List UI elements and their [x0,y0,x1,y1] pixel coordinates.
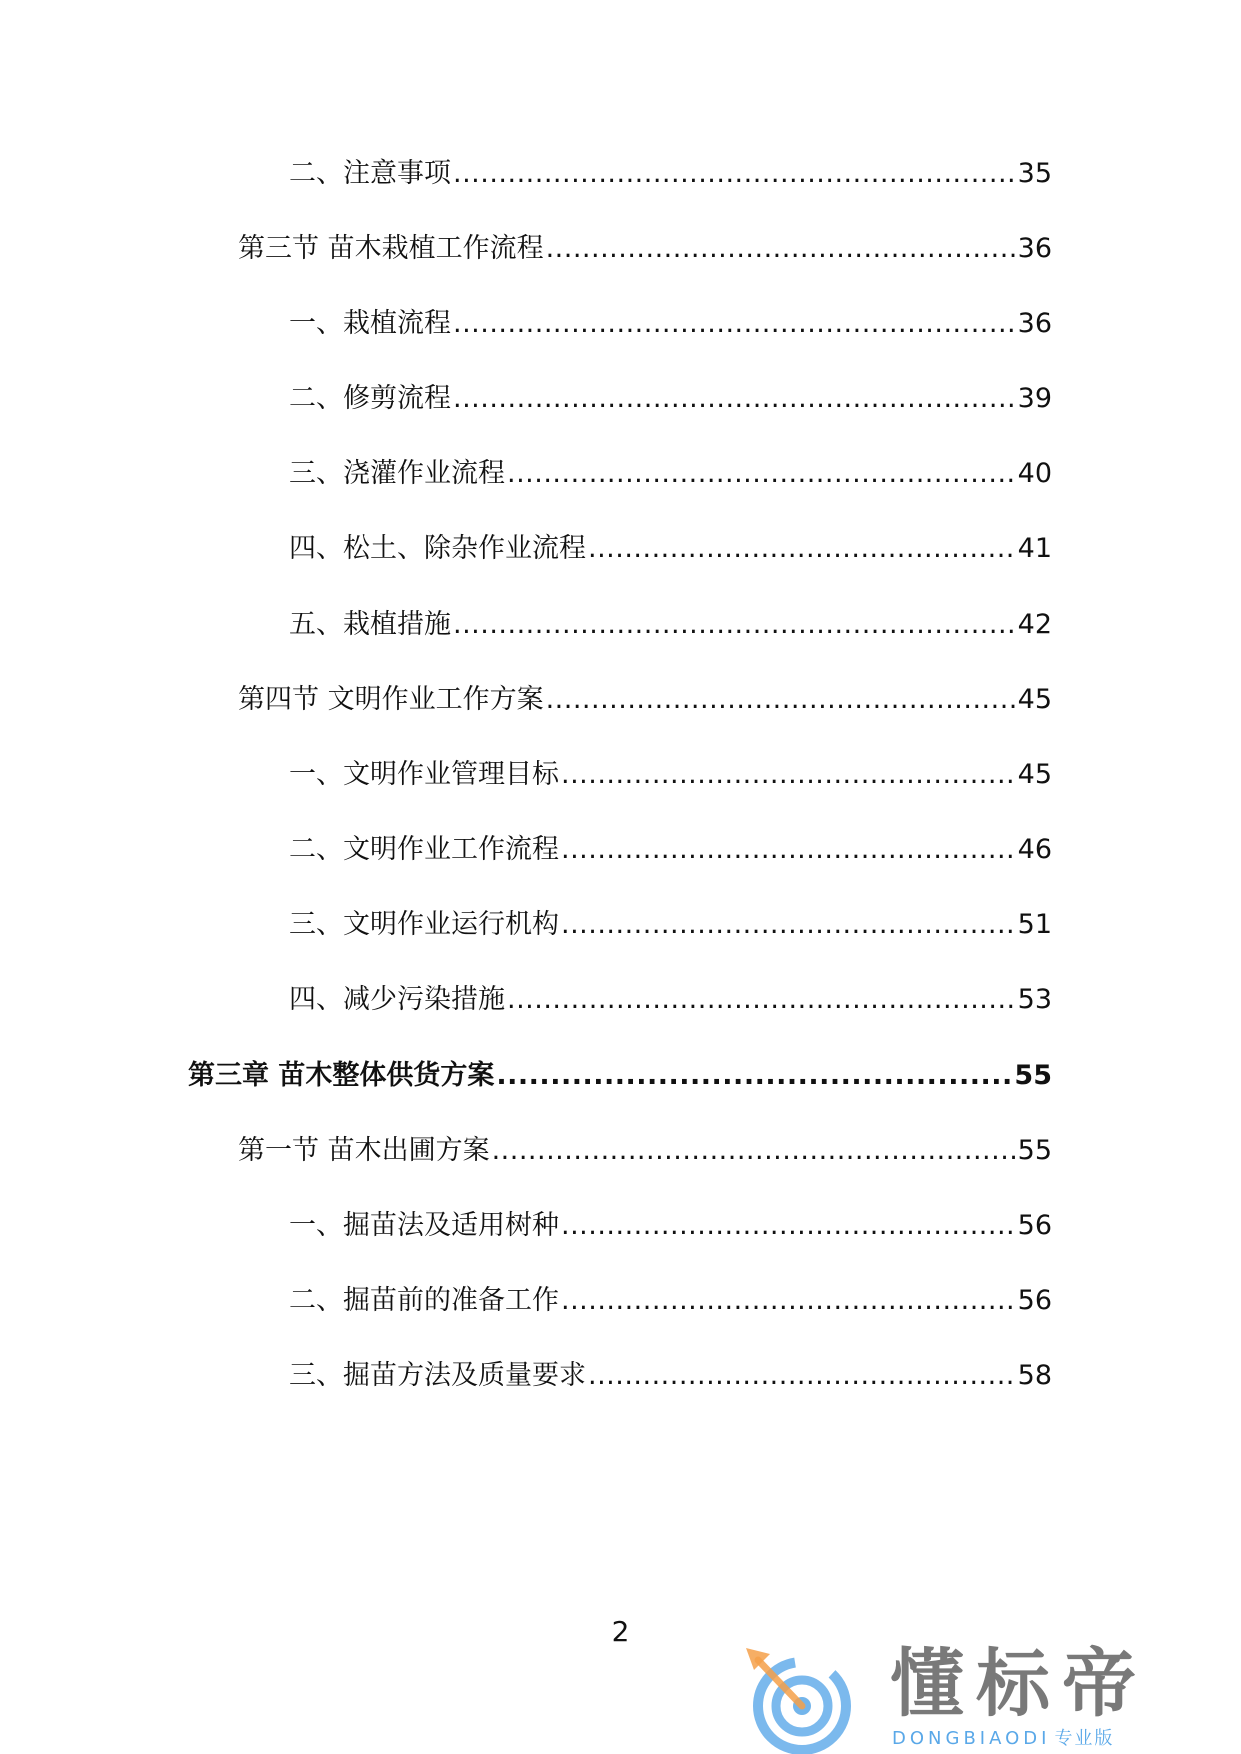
toc-entry-title: 四、减少污染措施 [289,984,505,1015]
toc-subsection-entry[interactable] [289,980,1052,1020]
watermark-brand-subtitle [892,1728,1114,1750]
watermark-tag: 专业版 [1054,1728,1115,1749]
toc-entry-page-number: 51 [1017,909,1052,940]
toc-entry-page-number: 35 [1017,158,1052,189]
toc-dot-leader [496,1056,1012,1096]
toc-dot-leader [561,755,1016,795]
toc-dot-leader [546,229,1016,269]
toc-dot-leader [507,980,1016,1020]
toc-entry-title: 一、掘苗法及适用树种 [289,1210,559,1241]
toc-entry-title: 第一节 苗木出圃方案 [238,1135,490,1166]
toc-entry-page-number: 55 [1014,1060,1052,1091]
toc-dot-leader [453,379,1016,419]
toc-section-entry[interactable] [238,680,1052,720]
toc-entry-title: 二、文明作业工作流程 [289,834,559,865]
toc-entry-page-number: 40 [1017,458,1052,489]
toc-subsection-entry[interactable] [289,304,1052,344]
toc-subsection-entry[interactable] [289,154,1052,194]
toc-dot-leader [453,605,1016,645]
toc-section-entry[interactable] [238,1131,1052,1171]
toc-subsection-entry[interactable] [289,905,1052,945]
toc-subsection-entry[interactable] [289,605,1052,645]
toc-subsection-entry[interactable] [289,1356,1052,1396]
toc-entry-page-number: 58 [1017,1360,1052,1391]
toc-entry-title: 三、掘苗方法及质量要求 [289,1360,586,1391]
toc-subsection-entry[interactable] [289,454,1052,494]
toc-entry-page-number: 56 [1017,1210,1052,1241]
toc-subsection-entry[interactable] [289,529,1052,569]
toc-entry-title: 二、修剪流程 [289,383,451,414]
toc-entry-page-number: 36 [1017,308,1052,339]
toc-dot-leader [561,830,1016,870]
toc-entry-page-number: 56 [1017,1285,1052,1316]
page-number: 2 [611,1615,630,1648]
toc-entry-page-number: 55 [1017,1135,1052,1166]
toc-dot-leader [546,680,1016,720]
toc-entry-title: 第三节 苗木栽植工作流程 [238,233,544,264]
toc-dot-leader [588,1356,1016,1396]
toc-dot-leader [453,304,1016,344]
toc-dot-leader [453,154,1016,194]
toc-subsection-entry[interactable] [289,755,1052,795]
toc-dot-leader [507,454,1016,494]
toc-entry-page-number: 42 [1017,609,1052,640]
toc-entry-title: 第四节 文明作业工作方案 [238,684,544,715]
toc-subsection-entry[interactable] [289,1281,1052,1321]
toc-dot-leader [492,1131,1016,1171]
toc-entry-page-number: 46 [1017,834,1052,865]
toc-entry-page-number: 45 [1017,684,1052,715]
watermark [740,1640,1240,1754]
target-arrow-logo-icon [740,1640,870,1754]
toc-chapter-entry[interactable] [188,1056,1052,1096]
toc-section-entry[interactable] [238,229,1052,269]
toc-entry-title: 二、注意事项 [289,158,451,189]
watermark-pinyin: DONGBIAODI [892,1728,1051,1749]
toc-entry-title: 第三章 苗木整体供货方案 [188,1060,495,1091]
toc-dot-leader [561,1281,1016,1321]
toc-entry-title: 一、栽植流程 [289,308,451,339]
toc-entry-page-number: 53 [1017,984,1052,1015]
toc-entry-title: 一、文明作业管理目标 [289,759,559,790]
toc-subsection-entry[interactable] [289,830,1052,870]
toc-entry-page-number: 41 [1017,533,1052,564]
toc-entry-title: 三、文明作业运行机构 [289,909,559,940]
toc-subsection-entry[interactable] [289,379,1052,419]
toc-dot-leader [561,1206,1016,1246]
toc-entry-page-number: 36 [1017,233,1052,264]
toc-subsection-entry[interactable] [289,1206,1052,1246]
toc-entry-title: 四、松土、除杂作业流程 [289,533,586,564]
toc-entry-title: 三、浇灌作业流程 [289,458,505,489]
toc-dot-leader [561,905,1016,945]
toc-entry-page-number: 39 [1017,383,1052,414]
toc-entry-title: 五、栽植措施 [289,609,451,640]
toc-entry-page-number: 45 [1017,759,1052,790]
watermark-brand-name: 懂标帝 [890,1641,1148,1727]
toc-dot-leader [588,529,1016,569]
toc-entry-title: 二、掘苗前的准备工作 [289,1285,559,1316]
